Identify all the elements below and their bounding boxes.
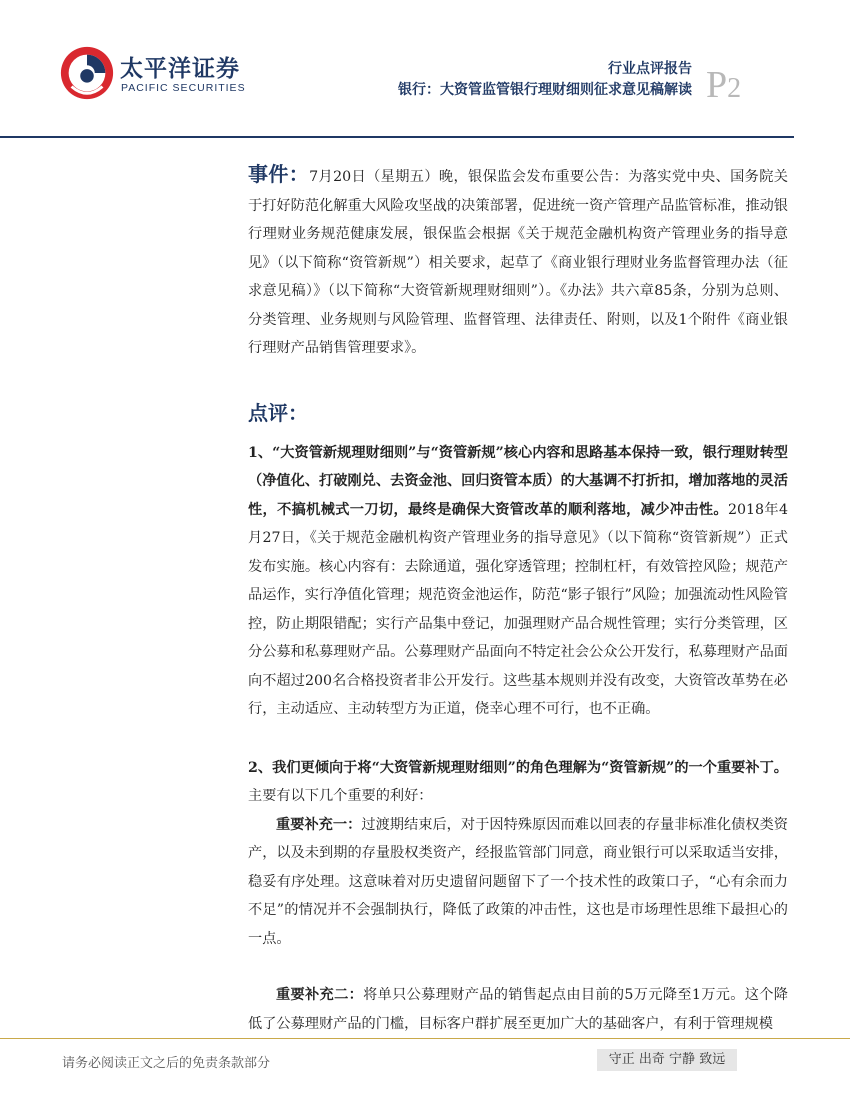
logo-english-name: PACIFIC SECURITIES [121,82,246,94]
footer-motto: 守正 出奇 宁静 致远 [597,1049,737,1071]
point-two-paragraph [248,754,788,811]
review-title: 点评： [248,400,308,425]
supplement-one-paragraph [248,811,788,954]
header-divider [0,136,794,138]
page-digit: 2 [727,73,742,104]
supplement-one-label: 重要补充一： [276,816,362,833]
point-one-heading: 1、“大资管新规理财细则”与“资管新规”核心内容和思路基本保持一致，银行理财转型（净值化、打破刚兑、去资金池、回归资管本质）的大基调不打折扣，增加落地的灵活性，不搞机械式一刀切，最终是确保大资管改革的顺利落地，减少冲击性。 [248,444,788,518]
report-body [248,160,788,1038]
event-label: 事件： [248,162,310,186]
supplement-one-text: 过渡期结束后，对于因特殊原因而难以回表的存量非标准化债权类资产，以及未到期的存量股权类资产，经报监管部门同意，商业银行可以采取适当安排，稳妥有序处理。这意味着对历史遗留问题留下了一个技术性的政策口子，“心有余而力不足”的情况并不会强制执行，降低了政策的冲击性，这也是市场理性思维下最担心的一点。 [248,816,788,947]
point-one-text: 2018年4月27日，《关于规范金融机构资产管理业务的指导意见》（以下简称“资管新规”）正式发布实施。核心内容有：去除通道，强化穿透管理；控制杠杆，有效管控风险；规范产品运作，实行净值化管理；规范资金池运作，防范“影子银行”风险；加强流动性风险管控，防止期限错配；实行产品集中登记，加强理财产品合规性管理；实行分类管理，区分公募和私募理财产品。公募理财产品面向不特定社会公众公开发行，私募理财产品面向不超过200名合格投资者非公开发行。这些基本规则并没有改变，大资管改革势在必行，主动适应、主动转型方为正道，侥幸心理不可行，也不正确。 [248,501,788,717]
event-paragraph [248,160,788,363]
page-number [706,66,741,104]
page-prefix: P [706,64,728,106]
point-two-text: 主要有以下几个重要的利好： [248,788,433,804]
point-one-paragraph [248,439,788,724]
company-logo [58,44,248,104]
footer-divider [0,1038,850,1039]
page-header [0,0,850,140]
event-text: 7月20日（星期五）晚，银保监会发布重要公告：为落实党中央、国务院关于打好防范化解重大风险攻坚战的决策部署，促进统一资产管理产品监管标准，推动银行理财业务规范健康发展，银保监会根据《关于规范金融机构资产管理业务的指导意见》（以下简称“资管新规”）相关要求，起草了《商业银行理财业务监督管理办法（征求意见稿）》（以下简称“大资管新规理财细则”）。《办法》共六章85条，分别为总则、分类管理、业务规则与风险管理、监督管理、法律责任、附则，以及1个附件《商业银行理财产品销售管理要求》。 [248,169,788,356]
logo-chinese-name: 太平洋证券 [120,56,240,82]
pacific-securities-logo-icon [58,44,116,102]
report-title: 银行：大资管监管银行理财细则征求意见稿解读 [398,82,692,98]
point-two-heading: 2、我们更倾向于将“大资管新规理财细则”的角色理解为“资管新规”的一个重要补丁。 [248,759,788,776]
supplement-two-label: 重要补充二： [276,987,364,1003]
supplement-two-text: 将单只公募理财产品的销售起点由目前的5万元降至1万元。这个降低了公募理财产品的门槛，目标客户群扩展至更加广大的基础客户，有利于管理规模 [248,987,788,1032]
report-type: 行业点评报告 [608,61,692,77]
supplement-two-paragraph [248,981,788,1038]
footer-disclaimer: 请务必阅读正文之后的免责条款部分 [62,1056,271,1071]
